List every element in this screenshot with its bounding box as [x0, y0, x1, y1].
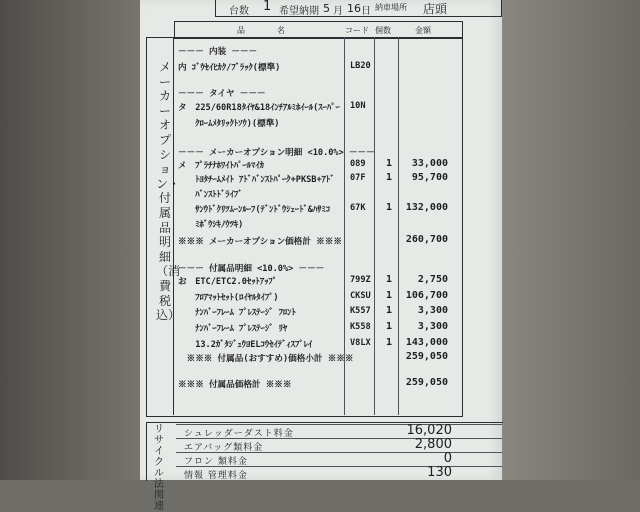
line-item-text: －－－ タイヤ －－－ — [178, 89, 266, 99]
line-item-text: ﾊﾞﾝｽﾄﾄﾞﾗｲﾌﾞ — [178, 190, 243, 200]
top-info-row — [215, 0, 502, 16]
background-left — [0, 0, 140, 480]
month-unit: 月 — [333, 6, 343, 17]
line-item-text: タ 225/60R18ﾀｲﾔ&18ｲﾝﾁｱﾙﾐﾎｲｰﾙ(ｽｰﾊﾟｰ — [178, 103, 340, 113]
line-item-count: 1 — [386, 321, 393, 332]
line-item-amount: 3,300 — [417, 305, 448, 316]
count-column-line — [374, 37, 375, 415]
month-value: 5 — [323, 2, 330, 15]
line-item-text: 内 ｺﾞｳｾｲﾋｶｸ/ﾌﾞﾗｯｸ(標準) — [178, 63, 281, 73]
line-item-count: 1 — [386, 274, 393, 285]
line-item-code: CKSU — [350, 291, 371, 301]
side-title: メーカーオプション・付属品明細（消費税込） — [156, 60, 181, 323]
line-item-code: K557 — [350, 306, 371, 316]
line-item-text: －－－ メーカーオプション明細 <10.0%> －－－ — [178, 148, 375, 158]
line-item-amount: 33,000 — [411, 158, 448, 169]
line-item-text: ※※※ メーカーオプション価格計 ※※※ — [178, 237, 342, 247]
day-value: 16 — [347, 2, 361, 15]
header-amount: 金額 — [415, 26, 431, 35]
line-item-text: ﾐﾎﾞｳｼｷﾉｳﾂｷ) — [178, 220, 244, 230]
line-item-code: 67K — [350, 203, 366, 213]
line-item-text: ﾄﾖﾀﾁｰﾑﾒｲﾄ ｱﾄﾞﾊﾞﾝｽﾄﾊﾟｰｸ+PKSB+ｱﾄﾞ — [178, 175, 335, 185]
place-value: 店頭 — [423, 2, 448, 16]
recycle-fee-value: 130 — [427, 465, 452, 480]
line-item-amount: 132,000 — [405, 202, 448, 213]
line-item-amount: 259,050 — [405, 351, 448, 362]
line-item-amount: 95,700 — [411, 172, 448, 183]
recycle-fee-value: 0 — [443, 451, 452, 466]
line-item-code: 07F — [350, 173, 366, 183]
line-item-amount: 106,700 — [405, 290, 448, 301]
line-item-count: 1 — [386, 290, 393, 301]
recycle-fee-row — [176, 466, 502, 481]
line-item-text: －－－ 内装 －－－ — [178, 47, 258, 57]
day-unit: 日 — [361, 6, 371, 17]
date-label: 希望納期 — [279, 6, 319, 17]
line-item-code: 089 — [350, 159, 366, 169]
line-item-code: LB20 — [350, 61, 371, 71]
line-item-text: ｸﾛｰﾑﾒﾀﾘｯｸﾄｿｳ)(標準) — [178, 119, 280, 129]
header-code: コード — [345, 26, 369, 35]
line-item-amount: 259,050 — [405, 377, 448, 388]
recycle-fee-row — [176, 438, 502, 453]
line-item-count: 1 — [386, 337, 393, 348]
line-item-count: 1 — [386, 172, 393, 183]
line-item-code: K558 — [350, 322, 371, 332]
place-label: 納車場所 — [375, 3, 407, 12]
qty-value: 1 — [263, 0, 272, 14]
line-item-code: V8LX — [350, 338, 371, 348]
line-item-amount: 143,000 — [405, 337, 448, 348]
line-item-text: メ ﾌﾟﾗﾁﾅﾎﾜｲﾄﾊﾟｰﾙﾏｲｶ — [178, 161, 264, 171]
line-item-text: ｻﾝｳﾄﾞｸﾘﾂﾑｰﾝﾙｰﾌ(ﾃﾞﾝﾄﾞｳｼｪｰﾄﾞ&ﾊｻﾐｺ — [178, 205, 331, 215]
line-item-code: 799Z — [350, 275, 371, 285]
line-item-code: 10N — [350, 101, 366, 111]
header-item: 品 名 — [237, 26, 287, 35]
line-item-text: ﾌﾛｱﾏｯﾄｾｯﾄ(ﾛｲﾔﾙﾀｲﾌﾟ) — [178, 293, 279, 303]
recycle-fee-label: シュレッダーダスト料金 — [184, 429, 294, 439]
background-right — [502, 0, 640, 480]
line-item-text: ﾅﾝﾊﾞｰﾌﾚｰﾑ ﾌﾟﾚｽﾃｰｼﾞ ﾌﾛﾝﾄ — [178, 308, 296, 318]
line-item-count: 1 — [386, 305, 393, 316]
recycle-fee-label: エアバッグ類料金 — [184, 443, 264, 453]
line-item-amount: 3,300 — [417, 321, 448, 332]
line-item-count: 1 — [386, 202, 393, 213]
line-item-text: ※※※ 付属品価格計 ※※※ — [178, 380, 292, 390]
recycle-fee-title: リサイクル法関連 — [154, 424, 164, 512]
recycle-fee-row — [176, 452, 502, 467]
header-count: 個数 — [375, 26, 391, 35]
recycle-fee-label: フロン 類料金 — [184, 457, 248, 467]
line-item-text: ※※※ 付属品(おすすめ)価格小計 ※※※ — [178, 354, 354, 364]
recycle-fee-row — [176, 424, 502, 439]
line-item-text: お ETC/ETC2.0ｾｯﾄｱｯﾌﾟ — [178, 277, 278, 287]
qty-label: 台数 — [229, 6, 249, 17]
line-item-count: 1 — [386, 158, 393, 169]
amount-column-line — [398, 37, 399, 415]
recycle-fee-value: 16,020 — [406, 423, 452, 438]
line-item-text: 13.2ｶﾞﾀｼﾞｭｳﾖELｺｳｾｲﾃﾞｨｽﾌﾟﾚｲ — [178, 340, 313, 350]
line-item-text: －－－ 付属品明細 <10.0%> －－－ — [178, 264, 325, 274]
recycle-fee-label: 情報 管理料金 — [184, 471, 248, 481]
line-item-text: ﾅﾝﾊﾞｰﾌﾚｰﾑ ﾌﾟﾚｽﾃｰｼﾞ ﾘﾔ — [178, 324, 288, 334]
recycle-fee-value: 2,800 — [414, 437, 452, 452]
line-item-amount: 2,750 — [417, 274, 448, 285]
line-item-amount: 260,700 — [405, 234, 448, 245]
